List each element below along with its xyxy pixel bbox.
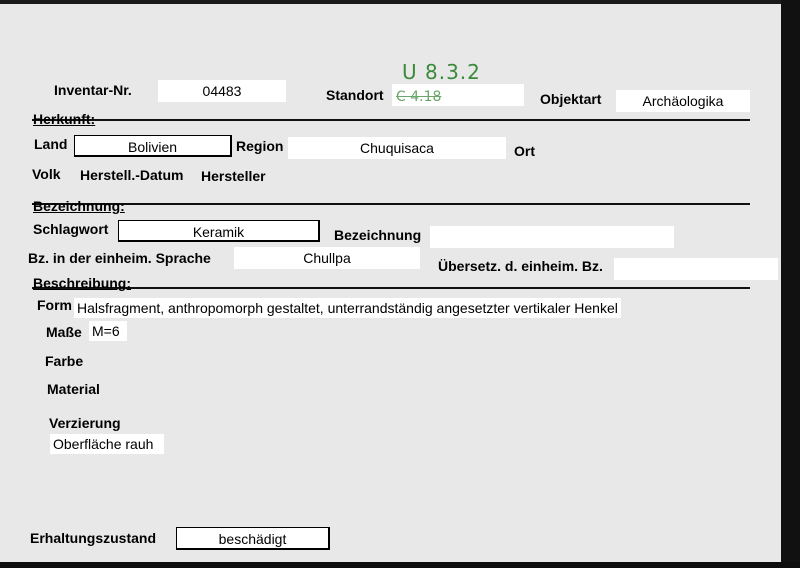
erhaltungszustand-field: beschädigt [176,527,330,550]
hersteller-label: Hersteller [201,168,266,184]
schlagwort-field: Keramik [118,220,320,242]
ort-label: Ort [514,143,535,159]
inventar-field: 04483 [158,80,286,102]
bezeichnung-field [430,226,674,248]
material-label: Material [47,381,100,397]
objektart-field: Archäologika [616,90,750,112]
objektart-label: Objektart [540,91,602,107]
verzierung-label: Verzierung [49,415,121,431]
einheim-sprache-label: Bz. in der einheim. Sprache [28,250,211,266]
uebersetz-label: Übersetz. d. einheim. Bz. [438,258,603,274]
form-label: Form [37,297,72,313]
herkunft-heading: Herkunft: [33,111,96,127]
masse-label: Maße [46,324,82,340]
region-label: Region [236,138,284,154]
schlagwort-label: Schlagwort [33,221,109,237]
divider-herkunft [32,119,750,121]
standort-struck-value: C 4.18 [396,89,442,105]
scan-edge-right [781,0,800,568]
beschreibung-heading: Beschreibung: [33,275,132,291]
land-label: Land [34,136,68,152]
land-field: Bolivien [74,135,232,157]
bezeichnung-heading: Bezeichnung: [33,198,125,214]
form-field: Halsfragment, anthropomorph gestaltet, unterrandständig angesetzter vertikaler Henkel [74,298,621,318]
scan-edge-bottom [0,562,800,568]
verzierung-field: Oberfläche rauh [50,434,164,454]
divider-bezeichnung [32,203,750,205]
uebersetz-field [614,258,778,280]
divider-beschreibung [32,287,750,289]
inventar-label: Inventar-Nr. [54,82,132,98]
herstell-datum-label: Herstell.-Datum [80,167,184,183]
masse-field: M=6 [89,321,127,341]
bezeichnung-label: Bezeichnung [334,227,422,243]
einheim-sprache-field: Chullpa [234,247,420,269]
farbe-label: Farbe [45,353,84,369]
erhaltungszustand-label: Erhaltungszustand [30,530,157,546]
volk-label: Volk [32,166,61,182]
standort-handwritten: U 8.3.2 [402,60,481,84]
region-field: Chuquisaca [288,137,506,159]
standort-label: Standort [326,87,384,103]
